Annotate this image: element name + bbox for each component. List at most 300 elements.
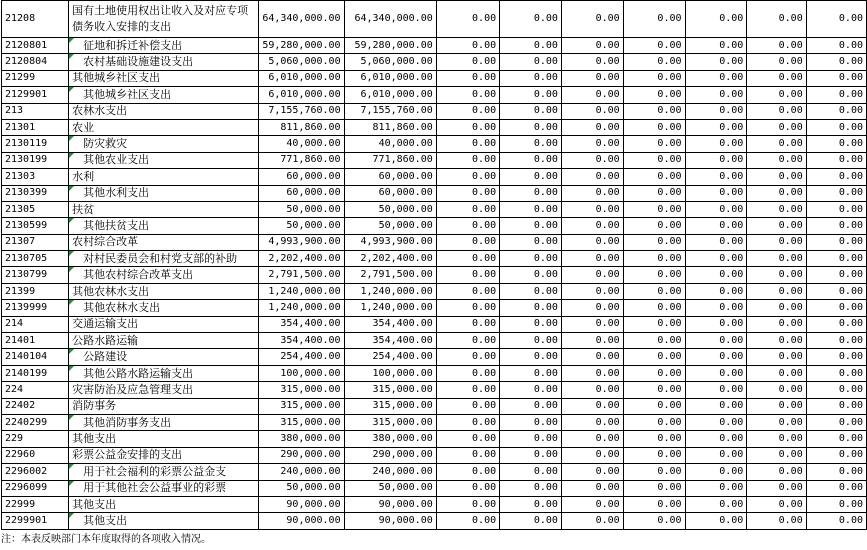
zero-amount-cell[interactable]: 0.00 [747,234,806,250]
total-amount-cell[interactable]: 6,010,000.00 [259,70,344,86]
zero-amount-cell[interactable]: 0.00 [500,218,562,234]
zero-amount-cell[interactable]: 0.00 [436,283,499,299]
zero-amount-cell[interactable]: 0.00 [500,316,562,332]
zero-amount-cell[interactable]: 0.00 [623,333,685,349]
zero-amount-cell[interactable]: 0.00 [747,38,806,54]
zero-amount-cell[interactable]: 0.00 [436,300,499,316]
zero-amount-cell[interactable]: 0.00 [747,185,806,201]
zero-amount-cell[interactable]: 0.00 [747,169,806,185]
function-code-cell[interactable]: 21208 [2,1,69,38]
zero-amount-cell[interactable]: 0.00 [685,300,747,316]
function-name-cell[interactable] [69,136,259,152]
zero-amount-cell[interactable]: 0.00 [806,267,866,283]
zero-amount-cell[interactable]: 0.00 [685,234,747,250]
zero-amount-cell[interactable]: 0.00 [561,349,623,365]
zero-amount-cell[interactable]: 0.00 [747,136,806,152]
zero-amount-cell[interactable]: 0.00 [747,464,806,480]
function-code-cell[interactable]: 22402 [2,398,69,414]
total-amount-cell[interactable]: 100,000.00 [259,365,344,381]
zero-amount-cell[interactable]: 0.00 [623,234,685,250]
general-budget-amount-cell[interactable]: 1,240,000.00 [344,283,436,299]
zero-amount-cell[interactable]: 0.00 [747,513,806,529]
zero-amount-cell[interactable]: 0.00 [806,283,866,299]
zero-amount-cell[interactable]: 0.00 [623,300,685,316]
total-amount-cell[interactable]: 50,000.00 [259,201,344,217]
zero-amount-cell[interactable]: 0.00 [500,169,562,185]
zero-amount-cell[interactable]: 0.00 [685,496,747,512]
zero-amount-cell[interactable]: 0.00 [747,300,806,316]
zero-amount-cell[interactable]: 0.00 [561,87,623,103]
function-name-cell[interactable] [69,185,259,201]
total-amount-cell[interactable]: 40,000.00 [259,136,344,152]
function-code-cell[interactable]: 21299 [2,70,69,86]
zero-amount-cell[interactable]: 0.00 [623,464,685,480]
zero-amount-cell[interactable]: 0.00 [685,349,747,365]
zero-amount-cell[interactable]: 0.00 [436,201,499,217]
zero-amount-cell[interactable]: 0.00 [685,218,747,234]
zero-amount-cell[interactable]: 0.00 [436,136,499,152]
general-budget-amount-cell[interactable]: 771,860.00 [344,152,436,168]
general-budget-amount-cell[interactable]: 254,400.00 [344,349,436,365]
zero-amount-cell[interactable]: 0.00 [436,480,499,496]
zero-amount-cell[interactable]: 0.00 [806,152,866,168]
zero-amount-cell[interactable]: 0.00 [500,136,562,152]
zero-amount-cell[interactable]: 0.00 [685,431,747,447]
zero-amount-cell[interactable]: 0.00 [685,283,747,299]
zero-amount-cell[interactable]: 0.00 [436,119,499,135]
general-budget-amount-cell[interactable]: 50,000.00 [344,201,436,217]
zero-amount-cell[interactable]: 0.00 [806,349,866,365]
function-code-cell[interactable]: 2140199 [2,365,69,381]
zero-amount-cell[interactable]: 0.00 [623,54,685,70]
zero-amount-cell[interactable]: 0.00 [806,398,866,414]
total-amount-cell[interactable]: 60,000.00 [259,185,344,201]
zero-amount-cell[interactable]: 0.00 [561,283,623,299]
function-code-cell[interactable]: 2240299 [2,414,69,430]
function-code-cell[interactable]: 2130705 [2,251,69,267]
zero-amount-cell[interactable]: 0.00 [561,201,623,217]
general-budget-amount-cell[interactable]: 50,000.00 [344,218,436,234]
zero-amount-cell[interactable]: 0.00 [561,119,623,135]
zero-amount-cell[interactable]: 0.00 [561,300,623,316]
function-name-cell[interactable] [69,119,259,135]
zero-amount-cell[interactable]: 0.00 [500,70,562,86]
zero-amount-cell[interactable]: 0.00 [747,414,806,430]
zero-amount-cell[interactable]: 0.00 [436,464,499,480]
zero-amount-cell[interactable]: 0.00 [436,234,499,250]
general-budget-amount-cell[interactable]: 4,993,900.00 [344,234,436,250]
zero-amount-cell[interactable]: 0.00 [685,382,747,398]
zero-amount-cell[interactable]: 0.00 [561,267,623,283]
function-name-cell[interactable] [69,496,259,512]
total-amount-cell[interactable]: 380,000.00 [259,431,344,447]
function-name-cell[interactable] [69,349,259,365]
zero-amount-cell[interactable]: 0.00 [500,382,562,398]
zero-amount-cell[interactable]: 0.00 [747,70,806,86]
zero-amount-cell[interactable]: 0.00 [561,365,623,381]
zero-amount-cell[interactable]: 0.00 [500,283,562,299]
function-name-cell[interactable] [69,234,259,250]
general-budget-amount-cell[interactable]: 40,000.00 [344,136,436,152]
general-budget-amount-cell[interactable]: 1,240,000.00 [344,300,436,316]
zero-amount-cell[interactable]: 0.00 [500,119,562,135]
zero-amount-cell[interactable]: 0.00 [685,136,747,152]
zero-amount-cell[interactable]: 0.00 [623,103,685,119]
general-budget-amount-cell[interactable]: 354,400.00 [344,333,436,349]
zero-amount-cell[interactable]: 0.00 [685,119,747,135]
total-amount-cell[interactable]: 5,060,000.00 [259,54,344,70]
zero-amount-cell[interactable]: 0.00 [436,38,499,54]
zero-amount-cell[interactable]: 0.00 [806,218,866,234]
zero-amount-cell[interactable]: 0.00 [500,464,562,480]
zero-amount-cell[interactable]: 0.00 [806,447,866,463]
zero-amount-cell[interactable]: 0.00 [561,316,623,332]
zero-amount-cell[interactable]: 0.00 [623,152,685,168]
function-code-cell[interactable]: 214 [2,316,69,332]
function-name-cell[interactable] [69,300,259,316]
zero-amount-cell[interactable]: 0.00 [436,218,499,234]
total-amount-cell[interactable]: 771,860.00 [259,152,344,168]
total-amount-cell[interactable]: 354,400.00 [259,333,344,349]
function-name-cell[interactable] [69,1,259,38]
zero-amount-cell[interactable]: 0.00 [685,54,747,70]
zero-amount-cell[interactable]: 0.00 [500,185,562,201]
zero-amount-cell[interactable]: 0.00 [747,283,806,299]
zero-amount-cell[interactable]: 0.00 [806,316,866,332]
zero-amount-cell[interactable]: 0.00 [500,251,562,267]
zero-amount-cell[interactable]: 0.00 [747,103,806,119]
zero-amount-cell[interactable]: 0.00 [436,398,499,414]
function-name-cell[interactable] [69,251,259,267]
zero-amount-cell[interactable]: 0.00 [806,38,866,54]
function-name-cell[interactable] [69,218,259,234]
function-name-cell[interactable] [69,365,259,381]
total-amount-cell[interactable]: 6,010,000.00 [259,87,344,103]
function-name-cell[interactable] [69,382,259,398]
total-amount-cell[interactable]: 254,400.00 [259,349,344,365]
zero-amount-cell[interactable]: 0.00 [561,54,623,70]
zero-amount-cell[interactable]: 0.00 [436,365,499,381]
zero-amount-cell[interactable]: 0.00 [685,464,747,480]
zero-amount-cell[interactable]: 0.00 [623,251,685,267]
function-name-cell[interactable] [69,464,259,480]
zero-amount-cell[interactable]: 0.00 [747,496,806,512]
zero-amount-cell[interactable]: 0.00 [747,365,806,381]
function-name-cell[interactable] [69,316,259,332]
function-name-cell[interactable] [69,201,259,217]
zero-amount-cell[interactable]: 0.00 [747,267,806,283]
zero-amount-cell[interactable]: 0.00 [685,398,747,414]
function-name-cell[interactable] [69,169,259,185]
function-name-cell[interactable] [69,267,259,283]
zero-amount-cell[interactable]: 0.00 [747,87,806,103]
function-name-cell[interactable] [69,70,259,86]
zero-amount-cell[interactable]: 0.00 [561,333,623,349]
general-budget-amount-cell[interactable]: 240,000.00 [344,464,436,480]
total-amount-cell[interactable]: 4,993,900.00 [259,234,344,250]
zero-amount-cell[interactable]: 0.00 [500,267,562,283]
zero-amount-cell[interactable]: 0.00 [436,87,499,103]
zero-amount-cell[interactable]: 0.00 [623,431,685,447]
zero-amount-cell[interactable]: 0.00 [436,316,499,332]
zero-amount-cell[interactable]: 0.00 [623,201,685,217]
function-code-cell[interactable]: 224 [2,382,69,398]
function-code-cell[interactable]: 2130599 [2,218,69,234]
general-budget-amount-cell[interactable]: 2,202,400.00 [344,251,436,267]
zero-amount-cell[interactable]: 0.00 [806,54,866,70]
general-budget-amount-cell[interactable]: 7,155,760.00 [344,103,436,119]
zero-amount-cell[interactable]: 0.00 [561,103,623,119]
zero-amount-cell[interactable]: 0.00 [806,70,866,86]
function-name-cell[interactable] [69,283,259,299]
zero-amount-cell[interactable]: 0.00 [623,382,685,398]
general-budget-amount-cell[interactable]: 315,000.00 [344,398,436,414]
zero-amount-cell[interactable]: 0.00 [561,431,623,447]
zero-amount-cell[interactable]: 0.00 [500,349,562,365]
zero-amount-cell[interactable]: 0.00 [623,87,685,103]
zero-amount-cell[interactable]: 0.00 [436,431,499,447]
zero-amount-cell[interactable]: 0.00 [623,283,685,299]
zero-amount-cell[interactable]: 0.00 [500,152,562,168]
function-code-cell[interactable]: 22960 [2,447,69,463]
zero-amount-cell[interactable]: 0.00 [806,103,866,119]
zero-amount-cell[interactable]: 0.00 [806,513,866,529]
zero-amount-cell[interactable]: 0.00 [561,185,623,201]
zero-amount-cell[interactable]: 0.00 [436,447,499,463]
zero-amount-cell[interactable]: 0.00 [806,185,866,201]
zero-amount-cell[interactable]: 0.00 [436,1,499,38]
zero-amount-cell[interactable]: 0.00 [623,1,685,38]
zero-amount-cell[interactable]: 0.00 [623,480,685,496]
general-budget-amount-cell[interactable]: 90,000.00 [344,513,436,529]
zero-amount-cell[interactable]: 0.00 [806,382,866,398]
total-amount-cell[interactable]: 1,240,000.00 [259,283,344,299]
zero-amount-cell[interactable]: 0.00 [623,218,685,234]
function-name-cell[interactable] [69,87,259,103]
zero-amount-cell[interactable]: 0.00 [685,38,747,54]
function-code-cell[interactable]: 2129901 [2,87,69,103]
zero-amount-cell[interactable]: 0.00 [561,251,623,267]
function-code-cell[interactable]: 22999 [2,496,69,512]
general-budget-amount-cell[interactable]: 354,400.00 [344,316,436,332]
zero-amount-cell[interactable]: 0.00 [747,333,806,349]
zero-amount-cell[interactable]: 0.00 [806,300,866,316]
zero-amount-cell[interactable]: 0.00 [623,70,685,86]
zero-amount-cell[interactable]: 0.00 [685,1,747,38]
zero-amount-cell[interactable]: 0.00 [623,38,685,54]
zero-amount-cell[interactable]: 0.00 [500,513,562,529]
general-budget-amount-cell[interactable]: 50,000.00 [344,480,436,496]
zero-amount-cell[interactable]: 0.00 [500,398,562,414]
zero-amount-cell[interactable]: 0.00 [685,251,747,267]
zero-amount-cell[interactable]: 0.00 [500,201,562,217]
function-code-cell[interactable]: 213 [2,103,69,119]
zero-amount-cell[interactable]: 0.00 [500,87,562,103]
function-code-cell[interactable]: 21401 [2,333,69,349]
function-name-cell[interactable] [69,333,259,349]
function-code-cell[interactable]: 2130399 [2,185,69,201]
zero-amount-cell[interactable]: 0.00 [561,480,623,496]
function-name-cell[interactable] [69,38,259,54]
function-code-cell[interactable]: 2130199 [2,152,69,168]
zero-amount-cell[interactable]: 0.00 [561,136,623,152]
zero-amount-cell[interactable]: 0.00 [561,496,623,512]
general-budget-amount-cell[interactable]: 6,010,000.00 [344,87,436,103]
function-code-cell[interactable]: 2296002 [2,464,69,480]
function-code-cell[interactable]: 21399 [2,283,69,299]
zero-amount-cell[interactable]: 0.00 [747,218,806,234]
zero-amount-cell[interactable]: 0.00 [561,447,623,463]
zero-amount-cell[interactable]: 0.00 [806,365,866,381]
zero-amount-cell[interactable]: 0.00 [561,38,623,54]
zero-amount-cell[interactable]: 0.00 [436,251,499,267]
zero-amount-cell[interactable]: 0.00 [685,365,747,381]
zero-amount-cell[interactable]: 0.00 [500,496,562,512]
general-budget-amount-cell[interactable]: 6,010,000.00 [344,70,436,86]
zero-amount-cell[interactable]: 0.00 [623,185,685,201]
zero-amount-cell[interactable]: 0.00 [685,447,747,463]
zero-amount-cell[interactable]: 0.00 [436,414,499,430]
zero-amount-cell[interactable]: 0.00 [747,431,806,447]
zero-amount-cell[interactable]: 0.00 [561,169,623,185]
zero-amount-cell[interactable]: 0.00 [685,201,747,217]
function-name-cell[interactable] [69,152,259,168]
zero-amount-cell[interactable]: 0.00 [500,480,562,496]
zero-amount-cell[interactable]: 0.00 [806,1,866,38]
zero-amount-cell[interactable]: 0.00 [747,251,806,267]
function-code-cell[interactable]: 2120801 [2,38,69,54]
zero-amount-cell[interactable]: 0.00 [806,414,866,430]
total-amount-cell[interactable]: 811,860.00 [259,119,344,135]
zero-amount-cell[interactable]: 0.00 [500,333,562,349]
zero-amount-cell[interactable]: 0.00 [685,185,747,201]
zero-amount-cell[interactable]: 0.00 [436,54,499,70]
function-name-cell[interactable] [69,447,259,463]
total-amount-cell[interactable]: 2,791,500.00 [259,267,344,283]
zero-amount-cell[interactable]: 0.00 [685,414,747,430]
function-code-cell[interactable]: 21301 [2,119,69,135]
total-amount-cell[interactable]: 2,202,400.00 [259,251,344,267]
zero-amount-cell[interactable]: 0.00 [623,349,685,365]
function-name-cell[interactable] [69,103,259,119]
zero-amount-cell[interactable]: 0.00 [436,513,499,529]
zero-amount-cell[interactable]: 0.00 [436,349,499,365]
zero-amount-cell[interactable]: 0.00 [806,87,866,103]
zero-amount-cell[interactable]: 0.00 [436,333,499,349]
zero-amount-cell[interactable]: 0.00 [436,267,499,283]
zero-amount-cell[interactable]: 0.00 [500,414,562,430]
function-name-cell[interactable] [69,480,259,496]
function-name-cell[interactable] [69,414,259,430]
zero-amount-cell[interactable]: 0.00 [623,365,685,381]
zero-amount-cell[interactable]: 0.00 [806,201,866,217]
function-code-cell[interactable]: 21303 [2,169,69,185]
general-budget-amount-cell[interactable]: 2,791,500.00 [344,267,436,283]
zero-amount-cell[interactable]: 0.00 [500,234,562,250]
zero-amount-cell[interactable]: 0.00 [436,496,499,512]
zero-amount-cell[interactable]: 0.00 [685,480,747,496]
zero-amount-cell[interactable]: 0.00 [561,70,623,86]
function-name-cell[interactable] [69,54,259,70]
zero-amount-cell[interactable]: 0.00 [500,103,562,119]
zero-amount-cell[interactable]: 0.00 [685,316,747,332]
function-code-cell[interactable]: 2130119 [2,136,69,152]
zero-amount-cell[interactable]: 0.00 [806,234,866,250]
zero-amount-cell[interactable]: 0.00 [747,54,806,70]
zero-amount-cell[interactable]: 0.00 [806,431,866,447]
zero-amount-cell[interactable]: 0.00 [500,300,562,316]
zero-amount-cell[interactable]: 0.00 [561,218,623,234]
general-budget-amount-cell[interactable]: 5,060,000.00 [344,54,436,70]
function-code-cell[interactable]: 21305 [2,201,69,217]
function-code-cell[interactable]: 2120804 [2,54,69,70]
general-budget-amount-cell[interactable]: 380,000.00 [344,431,436,447]
total-amount-cell[interactable]: 90,000.00 [259,513,344,529]
general-budget-amount-cell[interactable]: 315,000.00 [344,414,436,430]
zero-amount-cell[interactable]: 0.00 [623,513,685,529]
zero-amount-cell[interactable]: 0.00 [685,333,747,349]
zero-amount-cell[interactable]: 0.00 [561,234,623,250]
zero-amount-cell[interactable]: 0.00 [747,349,806,365]
zero-amount-cell[interactable]: 0.00 [623,414,685,430]
zero-amount-cell[interactable]: 0.00 [623,496,685,512]
general-budget-amount-cell[interactable]: 60,000.00 [344,185,436,201]
zero-amount-cell[interactable]: 0.00 [436,169,499,185]
total-amount-cell[interactable]: 50,000.00 [259,218,344,234]
function-name-cell[interactable] [69,513,259,529]
function-name-cell[interactable] [69,431,259,447]
function-code-cell[interactable]: 229 [2,431,69,447]
zero-amount-cell[interactable]: 0.00 [623,267,685,283]
zero-amount-cell[interactable]: 0.00 [806,251,866,267]
zero-amount-cell[interactable]: 0.00 [806,333,866,349]
zero-amount-cell[interactable]: 0.00 [685,103,747,119]
function-code-cell[interactable]: 2140104 [2,349,69,365]
zero-amount-cell[interactable]: 0.00 [806,119,866,135]
zero-amount-cell[interactable]: 0.00 [806,136,866,152]
zero-amount-cell[interactable]: 0.00 [500,38,562,54]
general-budget-amount-cell[interactable]: 811,860.00 [344,119,436,135]
total-amount-cell[interactable]: 64,340,000.00 [259,1,344,38]
total-amount-cell[interactable]: 90,000.00 [259,496,344,512]
zero-amount-cell[interactable]: 0.00 [561,398,623,414]
general-budget-amount-cell[interactable]: 59,280,000.00 [344,38,436,54]
zero-amount-cell[interactable]: 0.00 [747,316,806,332]
zero-amount-cell[interactable]: 0.00 [685,513,747,529]
function-code-cell[interactable]: 2299901 [2,513,69,529]
general-budget-amount-cell[interactable]: 100,000.00 [344,365,436,381]
zero-amount-cell[interactable]: 0.00 [623,398,685,414]
function-name-cell[interactable] [69,398,259,414]
zero-amount-cell[interactable]: 0.00 [685,152,747,168]
zero-amount-cell[interactable]: 0.00 [500,365,562,381]
zero-amount-cell[interactable]: 0.00 [806,480,866,496]
zero-amount-cell[interactable]: 0.00 [747,398,806,414]
zero-amount-cell[interactable]: 0.00 [436,103,499,119]
total-amount-cell[interactable]: 315,000.00 [259,382,344,398]
total-amount-cell[interactable]: 240,000.00 [259,464,344,480]
zero-amount-cell[interactable]: 0.00 [806,496,866,512]
zero-amount-cell[interactable]: 0.00 [500,447,562,463]
zero-amount-cell[interactable]: 0.00 [500,431,562,447]
zero-amount-cell[interactable]: 0.00 [685,70,747,86]
total-amount-cell[interactable]: 50,000.00 [259,480,344,496]
total-amount-cell[interactable]: 290,000.00 [259,447,344,463]
zero-amount-cell[interactable]: 0.00 [685,169,747,185]
total-amount-cell[interactable]: 315,000.00 [259,398,344,414]
total-amount-cell[interactable]: 354,400.00 [259,316,344,332]
zero-amount-cell[interactable]: 0.00 [623,316,685,332]
